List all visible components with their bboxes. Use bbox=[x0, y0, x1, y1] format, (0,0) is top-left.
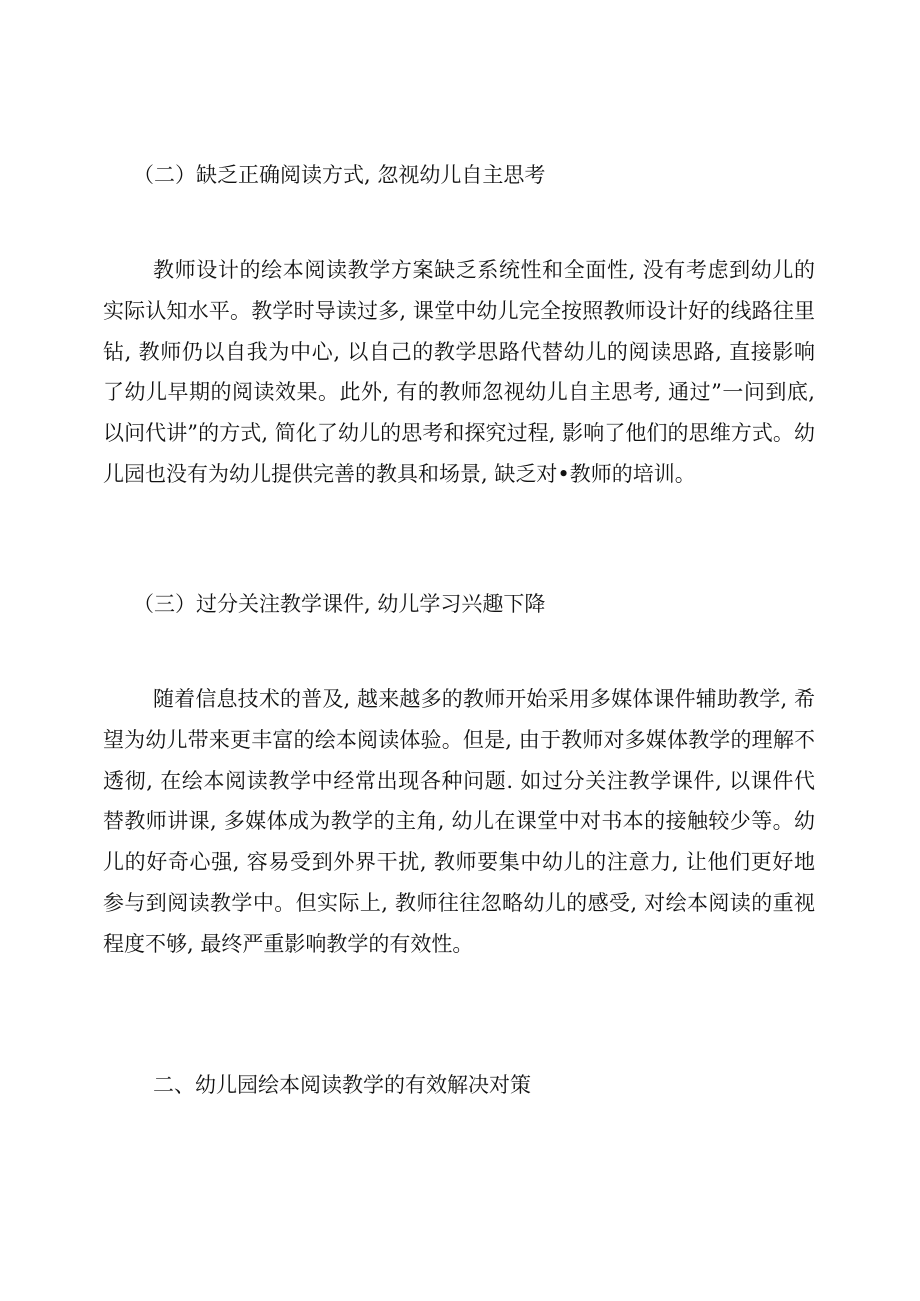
section-heading-lack-of-reading-method: （二）缺乏正确阅读方式, 忽视幼儿自主思考 bbox=[133, 163, 546, 187]
paragraph-over-focus-on-courseware: 随着信息技术的普及, 越来越多的教师开始采用多媒体课件辅助教学, 希望为幼儿带来更丰富的绘本阅读体验。但是, 由于教师对多媒体教学的理解不透彻, 在绘本阅读教学中经常出现各种问题. 如过分关注教学课件, 以课件代替教师讲课, 多媒体成为教学的主角, 幼儿在课堂中对书本的接触较少等。幼儿的好奇心强, 容易受到外界干扰, 教师要集中幼儿的注意力, 让他们更好地参与到阅读教学中。但实际上, 教师往往忽略幼儿的感受, 对绘本阅读的重视程度不够, 最终严重影响教学的有效性。 bbox=[103, 687, 815, 956]
section-heading-effective-solutions: 二、幼儿园绘本阅读教学的有效解决对策 bbox=[153, 1073, 531, 1097]
paragraph-lack-of-reading-method: 教师设计的绘本阅读教学方案缺乏系统性和全面性, 没有考虑到幼儿的实际认知水平。教学时导读过多, 课堂中幼儿完全按照教师设计好的线路往里钻, 教师仍以自我为中心, 以自己的教学思路代替幼儿的阅读思路, 直接影响了幼儿早期的阅读效果。此外, 有的教师忽视幼儿自主思考, 通过”一问到底, 以问代讲”的方式, 简化了幼儿的思考和探究过程, 影响了他们的思维方式。幼儿园也没有为幼儿提供完善的教具和场景, 缺乏对•教师的培训。 bbox=[103, 258, 815, 486]
section-heading-over-focus-on-courseware: （三）过分关注教学课件, 幼儿学习兴趣下降 bbox=[133, 592, 546, 616]
